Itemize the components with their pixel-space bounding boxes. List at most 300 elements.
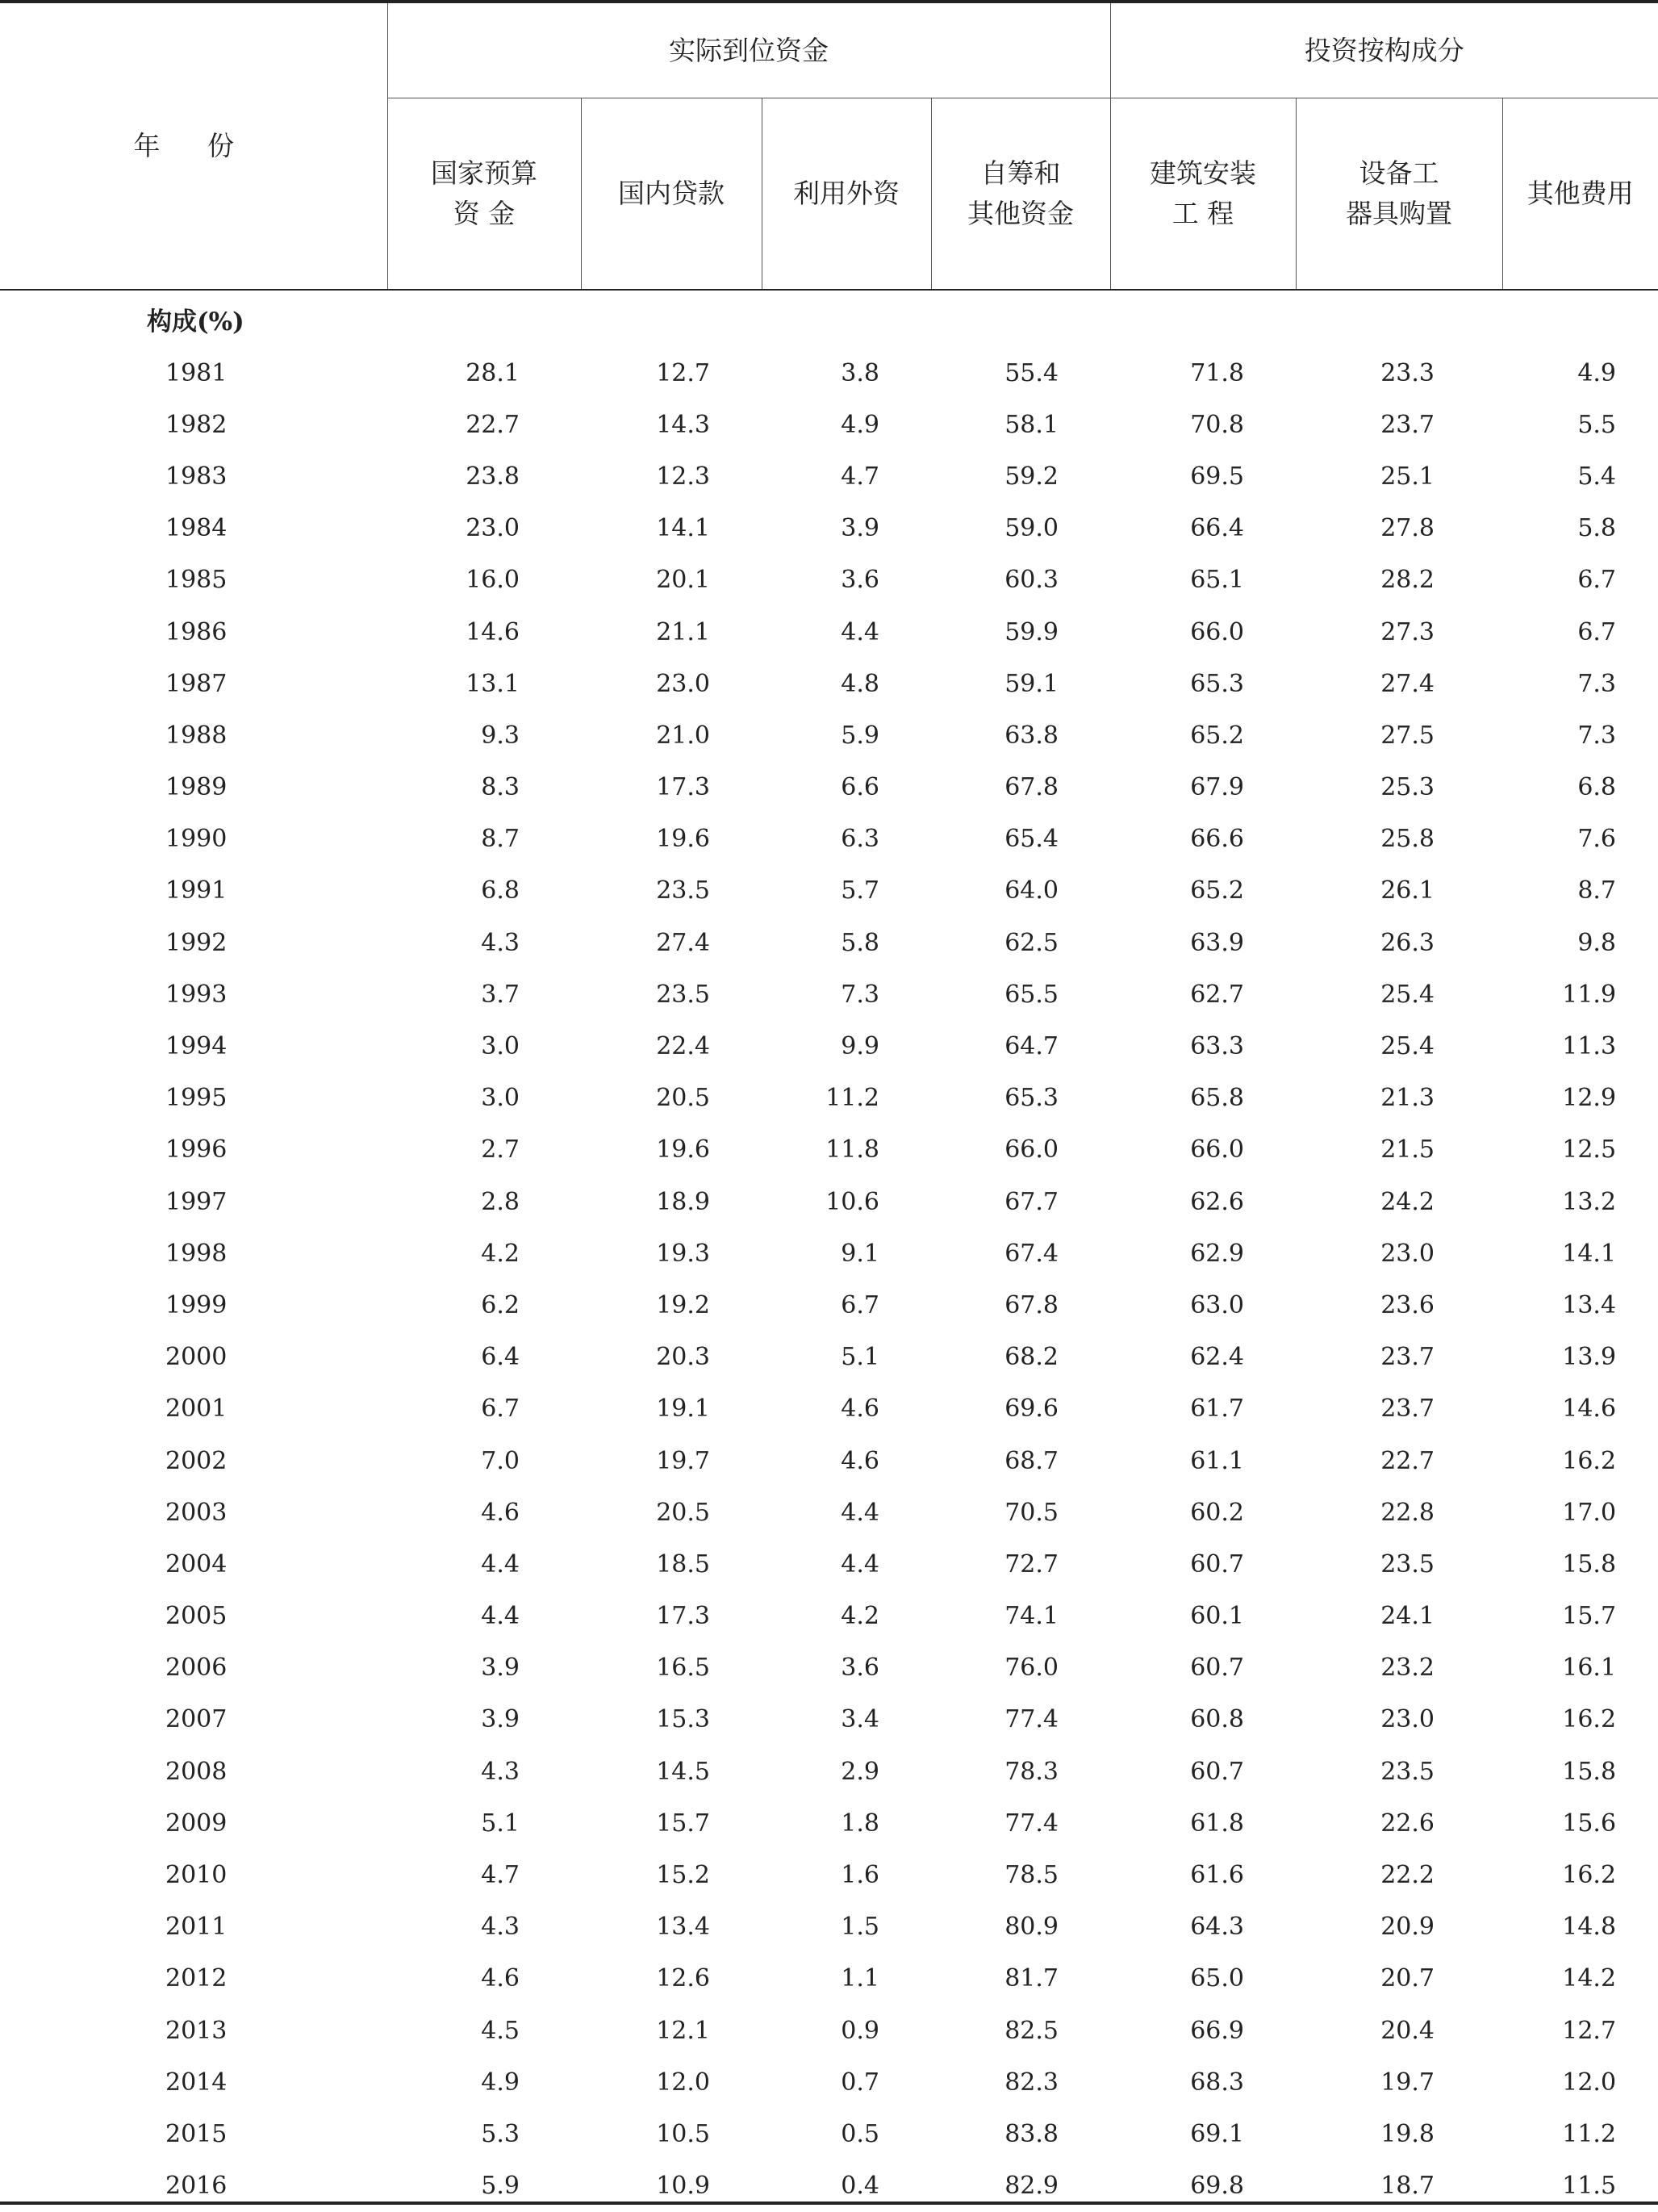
value-cell-self-raised-funds: 65.3 xyxy=(931,1073,1110,1124)
value-cell-foreign-investment: 1.8 xyxy=(762,1797,931,1849)
value-cell-domestic-loans: 23.0 xyxy=(581,658,762,709)
column-header-self-raised-funds xyxy=(931,98,1110,291)
table-row xyxy=(0,450,1658,502)
value-cell-equipment-purchase: 23.0 xyxy=(1296,1694,1502,1746)
value-cell-state-budget: 6.2 xyxy=(387,1279,581,1331)
table-row xyxy=(0,1487,1658,1538)
value-cell-construction-installation: 60.2 xyxy=(1110,1487,1296,1538)
table-row xyxy=(0,1279,1658,1331)
table-row xyxy=(0,1227,1658,1279)
year-cell: 1989 xyxy=(0,762,387,813)
column-header-line: 器具购置 xyxy=(1297,194,1502,234)
value-cell-foreign-investment: 3.9 xyxy=(762,503,931,554)
value-cell-equipment-purchase: 23.5 xyxy=(1296,1538,1502,1590)
year-cell: 1990 xyxy=(0,813,387,865)
value-cell-self-raised-funds: 62.5 xyxy=(931,917,1110,968)
value-cell-equipment-purchase: 26.3 xyxy=(1296,917,1502,968)
value-cell-other-expenses: 17.0 xyxy=(1502,1487,1658,1538)
value-cell-foreign-investment: 5.7 xyxy=(762,865,931,917)
value-cell-other-expenses: 6.7 xyxy=(1502,606,1658,658)
value-cell-foreign-investment: 5.8 xyxy=(762,917,931,968)
value-cell-self-raised-funds: 77.4 xyxy=(931,1797,1110,1849)
value-cell-domestic-loans: 12.6 xyxy=(581,1953,762,2005)
table-row xyxy=(0,2108,1658,2160)
value-cell-foreign-investment: 4.4 xyxy=(762,1538,931,1590)
value-cell-self-raised-funds: 67.8 xyxy=(931,762,1110,813)
value-cell-domestic-loans: 17.3 xyxy=(581,1591,762,1642)
table-row xyxy=(0,554,1658,606)
value-cell-self-raised-funds: 59.2 xyxy=(931,450,1110,502)
value-cell-domestic-loans: 12.1 xyxy=(581,2005,762,2056)
value-cell-state-budget: 23.8 xyxy=(387,450,581,502)
value-cell-construction-installation: 69.8 xyxy=(1110,2160,1296,2212)
value-cell-self-raised-funds: 68.2 xyxy=(931,1332,1110,1383)
value-cell-self-raised-funds: 60.3 xyxy=(931,554,1110,606)
value-cell-self-raised-funds: 76.0 xyxy=(931,1642,1110,1694)
value-cell-state-budget: 3.7 xyxy=(387,968,581,1020)
value-cell-other-expenses: 14.6 xyxy=(1502,1383,1658,1435)
value-cell-foreign-investment: 6.6 xyxy=(762,762,931,813)
value-cell-domestic-loans: 18.9 xyxy=(581,1176,762,1227)
value-cell-domestic-loans: 19.6 xyxy=(581,1124,762,1176)
section-label: 构成(%) xyxy=(0,290,1658,347)
table-row xyxy=(0,917,1658,968)
value-cell-self-raised-funds: 67.8 xyxy=(931,1279,1110,1331)
year-cell: 2006 xyxy=(0,1642,387,1694)
value-cell-foreign-investment: 3.4 xyxy=(762,1694,931,1746)
value-cell-domestic-loans: 14.3 xyxy=(581,399,762,450)
year-cell: 1996 xyxy=(0,1124,387,1176)
column-header-line: 资 金 xyxy=(388,194,581,234)
value-cell-other-expenses: 13.2 xyxy=(1502,1176,1658,1227)
value-cell-construction-installation: 62.7 xyxy=(1110,968,1296,1020)
year-column-header: 年 份 xyxy=(0,2,387,290)
value-cell-equipment-purchase: 20.4 xyxy=(1296,2005,1502,2056)
table-row xyxy=(0,1124,1658,1176)
value-cell-foreign-investment: 6.3 xyxy=(762,813,931,865)
value-cell-other-expenses: 12.0 xyxy=(1502,2056,1658,2108)
table-row xyxy=(0,1383,1658,1435)
value-cell-state-budget: 4.4 xyxy=(387,1538,581,1590)
year-cell: 2001 xyxy=(0,1383,387,1435)
value-cell-equipment-purchase: 25.1 xyxy=(1296,450,1502,502)
value-cell-construction-installation: 66.9 xyxy=(1110,2005,1296,2056)
value-cell-state-budget: 4.3 xyxy=(387,1901,581,1953)
value-cell-state-budget: 22.7 xyxy=(387,399,581,450)
value-cell-state-budget: 28.1 xyxy=(387,347,581,399)
value-cell-construction-installation: 69.1 xyxy=(1110,2108,1296,2160)
value-cell-domestic-loans: 17.3 xyxy=(581,762,762,813)
value-cell-other-expenses: 13.4 xyxy=(1502,1279,1658,1331)
table-row xyxy=(0,762,1658,813)
table-row xyxy=(0,1746,1658,1797)
year-cell: 2013 xyxy=(0,2005,387,2056)
value-cell-construction-installation: 61.6 xyxy=(1110,1849,1296,1900)
value-cell-construction-installation: 65.1 xyxy=(1110,554,1296,606)
value-cell-domestic-loans: 19.3 xyxy=(581,1227,762,1279)
value-cell-other-expenses: 7.3 xyxy=(1502,658,1658,709)
value-cell-self-raised-funds: 70.5 xyxy=(931,1487,1110,1538)
value-cell-domestic-loans: 12.7 xyxy=(581,347,762,399)
value-cell-other-expenses: 11.5 xyxy=(1502,2160,1658,2212)
table-row xyxy=(0,399,1658,450)
value-cell-self-raised-funds: 69.6 xyxy=(931,1383,1110,1435)
value-cell-other-expenses: 14.8 xyxy=(1502,1901,1658,1953)
value-cell-state-budget: 9.3 xyxy=(387,709,581,761)
value-cell-foreign-investment: 4.6 xyxy=(762,1383,931,1435)
value-cell-foreign-investment: 4.8 xyxy=(762,658,931,709)
value-cell-self-raised-funds: 80.9 xyxy=(931,1901,1110,1953)
table-header xyxy=(0,2,1658,290)
value-cell-foreign-investment: 11.8 xyxy=(762,1124,931,1176)
value-cell-state-budget: 8.7 xyxy=(387,813,581,865)
value-cell-state-budget: 6.7 xyxy=(387,1383,581,1435)
table-row xyxy=(0,1953,1658,2005)
value-cell-state-budget: 4.3 xyxy=(387,1746,581,1797)
value-cell-construction-installation: 62.4 xyxy=(1110,1332,1296,1383)
value-cell-domestic-loans: 15.2 xyxy=(581,1849,762,1900)
value-cell-self-raised-funds: 82.9 xyxy=(931,2160,1110,2212)
year-cell: 2008 xyxy=(0,1746,387,1797)
value-cell-state-budget: 6.8 xyxy=(387,865,581,917)
value-cell-other-expenses: 15.8 xyxy=(1502,1746,1658,1797)
value-cell-domestic-loans: 23.5 xyxy=(581,865,762,917)
table-body xyxy=(0,290,1658,2212)
value-cell-self-raised-funds: 67.4 xyxy=(931,1227,1110,1279)
value-cell-foreign-investment: 0.4 xyxy=(762,2160,931,2212)
column-header-domestic-loans xyxy=(581,98,762,291)
value-cell-self-raised-funds: 78.3 xyxy=(931,1746,1110,1797)
value-cell-other-expenses: 15.7 xyxy=(1502,1591,1658,1642)
value-cell-construction-installation: 63.3 xyxy=(1110,1020,1296,1072)
value-cell-state-budget: 14.6 xyxy=(387,606,581,658)
value-cell-other-expenses: 4.9 xyxy=(1502,347,1658,399)
value-cell-other-expenses: 7.6 xyxy=(1502,813,1658,865)
value-cell-foreign-investment: 6.7 xyxy=(762,1279,931,1331)
value-cell-state-budget: 13.1 xyxy=(387,658,581,709)
value-cell-self-raised-funds: 81.7 xyxy=(931,1953,1110,2005)
table-row xyxy=(0,1901,1658,1953)
value-cell-domestic-loans: 19.7 xyxy=(581,1435,762,1487)
value-cell-state-budget: 4.6 xyxy=(387,1953,581,2005)
value-cell-self-raised-funds: 59.0 xyxy=(931,503,1110,554)
value-cell-foreign-investment: 4.7 xyxy=(762,450,931,502)
year-cell: 2014 xyxy=(0,2056,387,2108)
value-cell-domestic-loans: 21.1 xyxy=(581,606,762,658)
year-cell: 2003 xyxy=(0,1487,387,1538)
value-cell-construction-installation: 61.7 xyxy=(1110,1383,1296,1435)
value-cell-equipment-purchase: 23.6 xyxy=(1296,1279,1502,1331)
year-cell: 2004 xyxy=(0,1538,387,1590)
table-row xyxy=(0,1332,1658,1383)
value-cell-equipment-purchase: 23.7 xyxy=(1296,399,1502,450)
table-row xyxy=(0,1435,1658,1487)
table-row xyxy=(0,1073,1658,1124)
value-cell-other-expenses: 9.8 xyxy=(1502,917,1658,968)
value-cell-domestic-loans: 10.9 xyxy=(581,2160,762,2212)
value-cell-other-expenses: 5.5 xyxy=(1502,399,1658,450)
column-header-other-expenses xyxy=(1502,98,1658,291)
value-cell-domestic-loans: 19.6 xyxy=(581,813,762,865)
table-row xyxy=(0,813,1658,865)
value-cell-self-raised-funds: 67.7 xyxy=(931,1176,1110,1227)
value-cell-construction-installation: 68.3 xyxy=(1110,2056,1296,2108)
value-cell-other-expenses: 15.8 xyxy=(1502,1538,1658,1590)
year-cell: 1987 xyxy=(0,658,387,709)
value-cell-equipment-purchase: 28.2 xyxy=(1296,554,1502,606)
value-cell-equipment-purchase: 23.5 xyxy=(1296,1746,1502,1797)
value-cell-construction-installation: 65.2 xyxy=(1110,709,1296,761)
value-cell-equipment-purchase: 27.8 xyxy=(1296,503,1502,554)
year-cell: 2009 xyxy=(0,1797,387,1849)
value-cell-self-raised-funds: 83.8 xyxy=(931,2108,1110,2160)
value-cell-equipment-purchase: 18.7 xyxy=(1296,2160,1502,2212)
year-cell: 2015 xyxy=(0,2108,387,2160)
year-cell: 1994 xyxy=(0,1020,387,1072)
column-header-line: 设备工 xyxy=(1297,153,1502,194)
value-cell-foreign-investment: 3.6 xyxy=(762,1642,931,1694)
value-cell-construction-installation: 60.7 xyxy=(1110,1642,1296,1694)
value-cell-equipment-purchase: 19.8 xyxy=(1296,2108,1502,2160)
year-cell: 2005 xyxy=(0,1591,387,1642)
value-cell-domestic-loans: 15.3 xyxy=(581,1694,762,1746)
value-cell-domestic-loans: 15.7 xyxy=(581,1797,762,1849)
value-cell-equipment-purchase: 21.5 xyxy=(1296,1124,1502,1176)
value-cell-construction-installation: 66.0 xyxy=(1110,606,1296,658)
value-cell-foreign-investment: 4.9 xyxy=(762,399,931,450)
value-cell-construction-installation: 67.9 xyxy=(1110,762,1296,813)
value-cell-state-budget: 8.3 xyxy=(387,762,581,813)
value-cell-foreign-investment: 1.6 xyxy=(762,1849,931,1900)
value-cell-equipment-purchase: 23.7 xyxy=(1296,1332,1502,1383)
value-cell-state-budget: 7.0 xyxy=(387,1435,581,1487)
column-header-line: 其他费用 xyxy=(1503,174,1658,214)
value-cell-domestic-loans: 19.1 xyxy=(581,1383,762,1435)
value-cell-equipment-purchase: 21.3 xyxy=(1296,1073,1502,1124)
value-cell-equipment-purchase: 25.4 xyxy=(1296,968,1502,1020)
column-header-construction-installation xyxy=(1110,98,1296,291)
value-cell-other-expenses: 16.1 xyxy=(1502,1642,1658,1694)
value-cell-other-expenses: 16.2 xyxy=(1502,1694,1658,1746)
value-cell-construction-installation: 65.3 xyxy=(1110,658,1296,709)
value-cell-domestic-loans: 14.5 xyxy=(581,1746,762,1797)
column-header-line: 建筑安装 xyxy=(1111,153,1296,194)
value-cell-construction-installation: 70.8 xyxy=(1110,399,1296,450)
value-cell-other-expenses: 11.3 xyxy=(1502,1020,1658,1072)
table-row xyxy=(0,503,1658,554)
value-cell-other-expenses: 5.8 xyxy=(1502,503,1658,554)
year-cell: 1983 xyxy=(0,450,387,502)
value-cell-equipment-purchase: 20.9 xyxy=(1296,1901,1502,1953)
table-row xyxy=(0,1020,1658,1072)
value-cell-state-budget: 4.9 xyxy=(387,2056,581,2108)
year-cell: 1991 xyxy=(0,865,387,917)
funds-group-header: 实际到位资金 xyxy=(387,2,1110,98)
value-cell-foreign-investment: 3.6 xyxy=(762,554,931,606)
value-cell-domestic-loans: 19.2 xyxy=(581,1279,762,1331)
value-cell-domestic-loans: 20.5 xyxy=(581,1073,762,1124)
value-cell-domestic-loans: 21.0 xyxy=(581,709,762,761)
value-cell-construction-installation: 65.8 xyxy=(1110,1073,1296,1124)
value-cell-construction-installation: 60.1 xyxy=(1110,1591,1296,1642)
value-cell-state-budget: 16.0 xyxy=(387,554,581,606)
value-cell-equipment-purchase: 24.1 xyxy=(1296,1591,1502,1642)
table-row xyxy=(0,606,1658,658)
year-cell: 2010 xyxy=(0,1849,387,1900)
value-cell-other-expenses: 5.4 xyxy=(1502,450,1658,502)
value-cell-foreign-investment: 4.6 xyxy=(762,1435,931,1487)
year-cell: 2011 xyxy=(0,1901,387,1953)
value-cell-equipment-purchase: 27.3 xyxy=(1296,606,1502,658)
value-cell-equipment-purchase: 23.0 xyxy=(1296,1227,1502,1279)
value-cell-foreign-investment: 5.1 xyxy=(762,1332,931,1383)
value-cell-equipment-purchase: 23.7 xyxy=(1296,1383,1502,1435)
year-cell: 1995 xyxy=(0,1073,387,1124)
value-cell-construction-installation: 61.8 xyxy=(1110,1797,1296,1849)
table-row xyxy=(0,347,1658,399)
value-cell-domestic-loans: 12.0 xyxy=(581,2056,762,2108)
value-cell-equipment-purchase: 25.3 xyxy=(1296,762,1502,813)
value-cell-construction-installation: 69.5 xyxy=(1110,450,1296,502)
value-cell-state-budget: 4.5 xyxy=(387,2005,581,2056)
year-cell: 1988 xyxy=(0,709,387,761)
value-cell-construction-installation: 63.0 xyxy=(1110,1279,1296,1331)
value-cell-foreign-investment: 4.4 xyxy=(762,1487,931,1538)
value-cell-other-expenses: 11.2 xyxy=(1502,2108,1658,2160)
column-header-foreign-investment xyxy=(762,98,931,291)
value-cell-other-expenses: 11.9 xyxy=(1502,968,1658,1020)
table-row xyxy=(0,1176,1658,1227)
value-cell-self-raised-funds: 72.7 xyxy=(931,1538,1110,1590)
value-cell-other-expenses: 15.6 xyxy=(1502,1797,1658,1849)
year-cell: 1998 xyxy=(0,1227,387,1279)
value-cell-equipment-purchase: 27.5 xyxy=(1296,709,1502,761)
value-cell-self-raised-funds: 78.5 xyxy=(931,1849,1110,1900)
value-cell-state-budget: 5.1 xyxy=(387,1797,581,1849)
value-cell-other-expenses: 14.1 xyxy=(1502,1227,1658,1279)
value-cell-state-budget: 4.2 xyxy=(387,1227,581,1279)
value-cell-state-budget: 6.4 xyxy=(387,1332,581,1383)
value-cell-state-budget: 2.8 xyxy=(387,1176,581,1227)
value-cell-foreign-investment: 9.1 xyxy=(762,1227,931,1279)
value-cell-domestic-loans: 14.1 xyxy=(581,503,762,554)
value-cell-state-budget: 3.9 xyxy=(387,1694,581,1746)
value-cell-equipment-purchase: 22.2 xyxy=(1296,1849,1502,1900)
year-cell: 1981 xyxy=(0,347,387,399)
bottom-rule xyxy=(0,2202,1658,2205)
value-cell-other-expenses: 6.8 xyxy=(1502,762,1658,813)
value-cell-construction-installation: 66.6 xyxy=(1110,813,1296,865)
table-row xyxy=(0,1591,1658,1642)
value-cell-construction-installation: 66.0 xyxy=(1110,1124,1296,1176)
value-cell-construction-installation: 65.0 xyxy=(1110,1953,1296,2005)
value-cell-other-expenses: 6.7 xyxy=(1502,554,1658,606)
value-cell-self-raised-funds: 64.7 xyxy=(931,1020,1110,1072)
value-cell-other-expenses: 8.7 xyxy=(1502,865,1658,917)
value-cell-state-budget: 5.9 xyxy=(387,2160,581,2212)
year-cell: 1992 xyxy=(0,917,387,968)
value-cell-self-raised-funds: 59.9 xyxy=(931,606,1110,658)
value-cell-construction-installation: 71.8 xyxy=(1110,347,1296,399)
value-cell-other-expenses: 13.9 xyxy=(1502,1332,1658,1383)
value-cell-foreign-investment: 2.9 xyxy=(762,1746,931,1797)
value-cell-self-raised-funds: 74.1 xyxy=(931,1591,1110,1642)
value-cell-self-raised-funds: 63.8 xyxy=(931,709,1110,761)
table-row xyxy=(0,865,1658,917)
value-cell-domestic-loans: 16.5 xyxy=(581,1642,762,1694)
value-cell-foreign-investment: 9.9 xyxy=(762,1020,931,1072)
value-cell-state-budget: 5.3 xyxy=(387,2108,581,2160)
value-cell-self-raised-funds: 65.4 xyxy=(931,813,1110,865)
year-cell: 1985 xyxy=(0,554,387,606)
table-row xyxy=(0,1797,1658,1849)
value-cell-self-raised-funds: 82.5 xyxy=(931,2005,1110,2056)
value-cell-self-raised-funds: 58.1 xyxy=(931,399,1110,450)
year-cell: 2016 xyxy=(0,2160,387,2212)
value-cell-other-expenses: 7.3 xyxy=(1502,709,1658,761)
value-cell-other-expenses: 12.7 xyxy=(1502,2005,1658,2056)
value-cell-equipment-purchase: 20.7 xyxy=(1296,1953,1502,2005)
table-row xyxy=(0,1538,1658,1590)
value-cell-equipment-purchase: 26.1 xyxy=(1296,865,1502,917)
value-cell-self-raised-funds: 65.5 xyxy=(931,968,1110,1020)
value-cell-domestic-loans: 13.4 xyxy=(581,1901,762,1953)
value-cell-construction-installation: 60.8 xyxy=(1110,1694,1296,1746)
year-cell: 2007 xyxy=(0,1694,387,1746)
value-cell-state-budget: 3.9 xyxy=(387,1642,581,1694)
value-cell-foreign-investment: 3.8 xyxy=(762,347,931,399)
value-cell-domestic-loans: 12.3 xyxy=(581,450,762,502)
value-cell-equipment-purchase: 23.2 xyxy=(1296,1642,1502,1694)
table-row xyxy=(0,968,1658,1020)
year-cell: 1986 xyxy=(0,606,387,658)
value-cell-foreign-investment: 0.5 xyxy=(762,2108,931,2160)
value-cell-domestic-loans: 22.4 xyxy=(581,1020,762,1072)
value-cell-domestic-loans: 23.5 xyxy=(581,968,762,1020)
year-cell: 1984 xyxy=(0,503,387,554)
column-header-line: 工 程 xyxy=(1111,194,1296,234)
value-cell-equipment-purchase: 25.4 xyxy=(1296,1020,1502,1072)
value-cell-domestic-loans: 20.1 xyxy=(581,554,762,606)
table-row xyxy=(0,709,1658,761)
value-cell-state-budget: 2.7 xyxy=(387,1124,581,1176)
value-cell-other-expenses: 16.2 xyxy=(1502,1849,1658,1900)
table-row xyxy=(0,1849,1658,1900)
value-cell-construction-installation: 60.7 xyxy=(1110,1538,1296,1590)
table-row xyxy=(0,2005,1658,2056)
value-cell-foreign-investment: 5.9 xyxy=(762,709,931,761)
value-cell-self-raised-funds: 59.1 xyxy=(931,658,1110,709)
value-cell-self-raised-funds: 66.0 xyxy=(931,1124,1110,1176)
value-cell-construction-installation: 62.6 xyxy=(1110,1176,1296,1227)
year-cell: 1999 xyxy=(0,1279,387,1331)
value-cell-equipment-purchase: 19.7 xyxy=(1296,2056,1502,2108)
value-cell-construction-installation: 65.2 xyxy=(1110,865,1296,917)
section-row xyxy=(0,290,1658,347)
value-cell-foreign-investment: 11.2 xyxy=(762,1073,931,1124)
value-cell-equipment-purchase: 23.3 xyxy=(1296,347,1502,399)
value-cell-construction-installation: 62.9 xyxy=(1110,1227,1296,1279)
year-cell: 2012 xyxy=(0,1953,387,2005)
value-cell-foreign-investment: 1.1 xyxy=(762,1953,931,2005)
column-header-line: 自筹和 xyxy=(932,153,1110,194)
value-cell-self-raised-funds: 77.4 xyxy=(931,1694,1110,1746)
year-cell: 1997 xyxy=(0,1176,387,1227)
value-cell-domestic-loans: 20.5 xyxy=(581,1487,762,1538)
table-row xyxy=(0,2056,1658,2108)
year-cell: 1993 xyxy=(0,968,387,1020)
value-cell-foreign-investment: 10.6 xyxy=(762,1176,931,1227)
